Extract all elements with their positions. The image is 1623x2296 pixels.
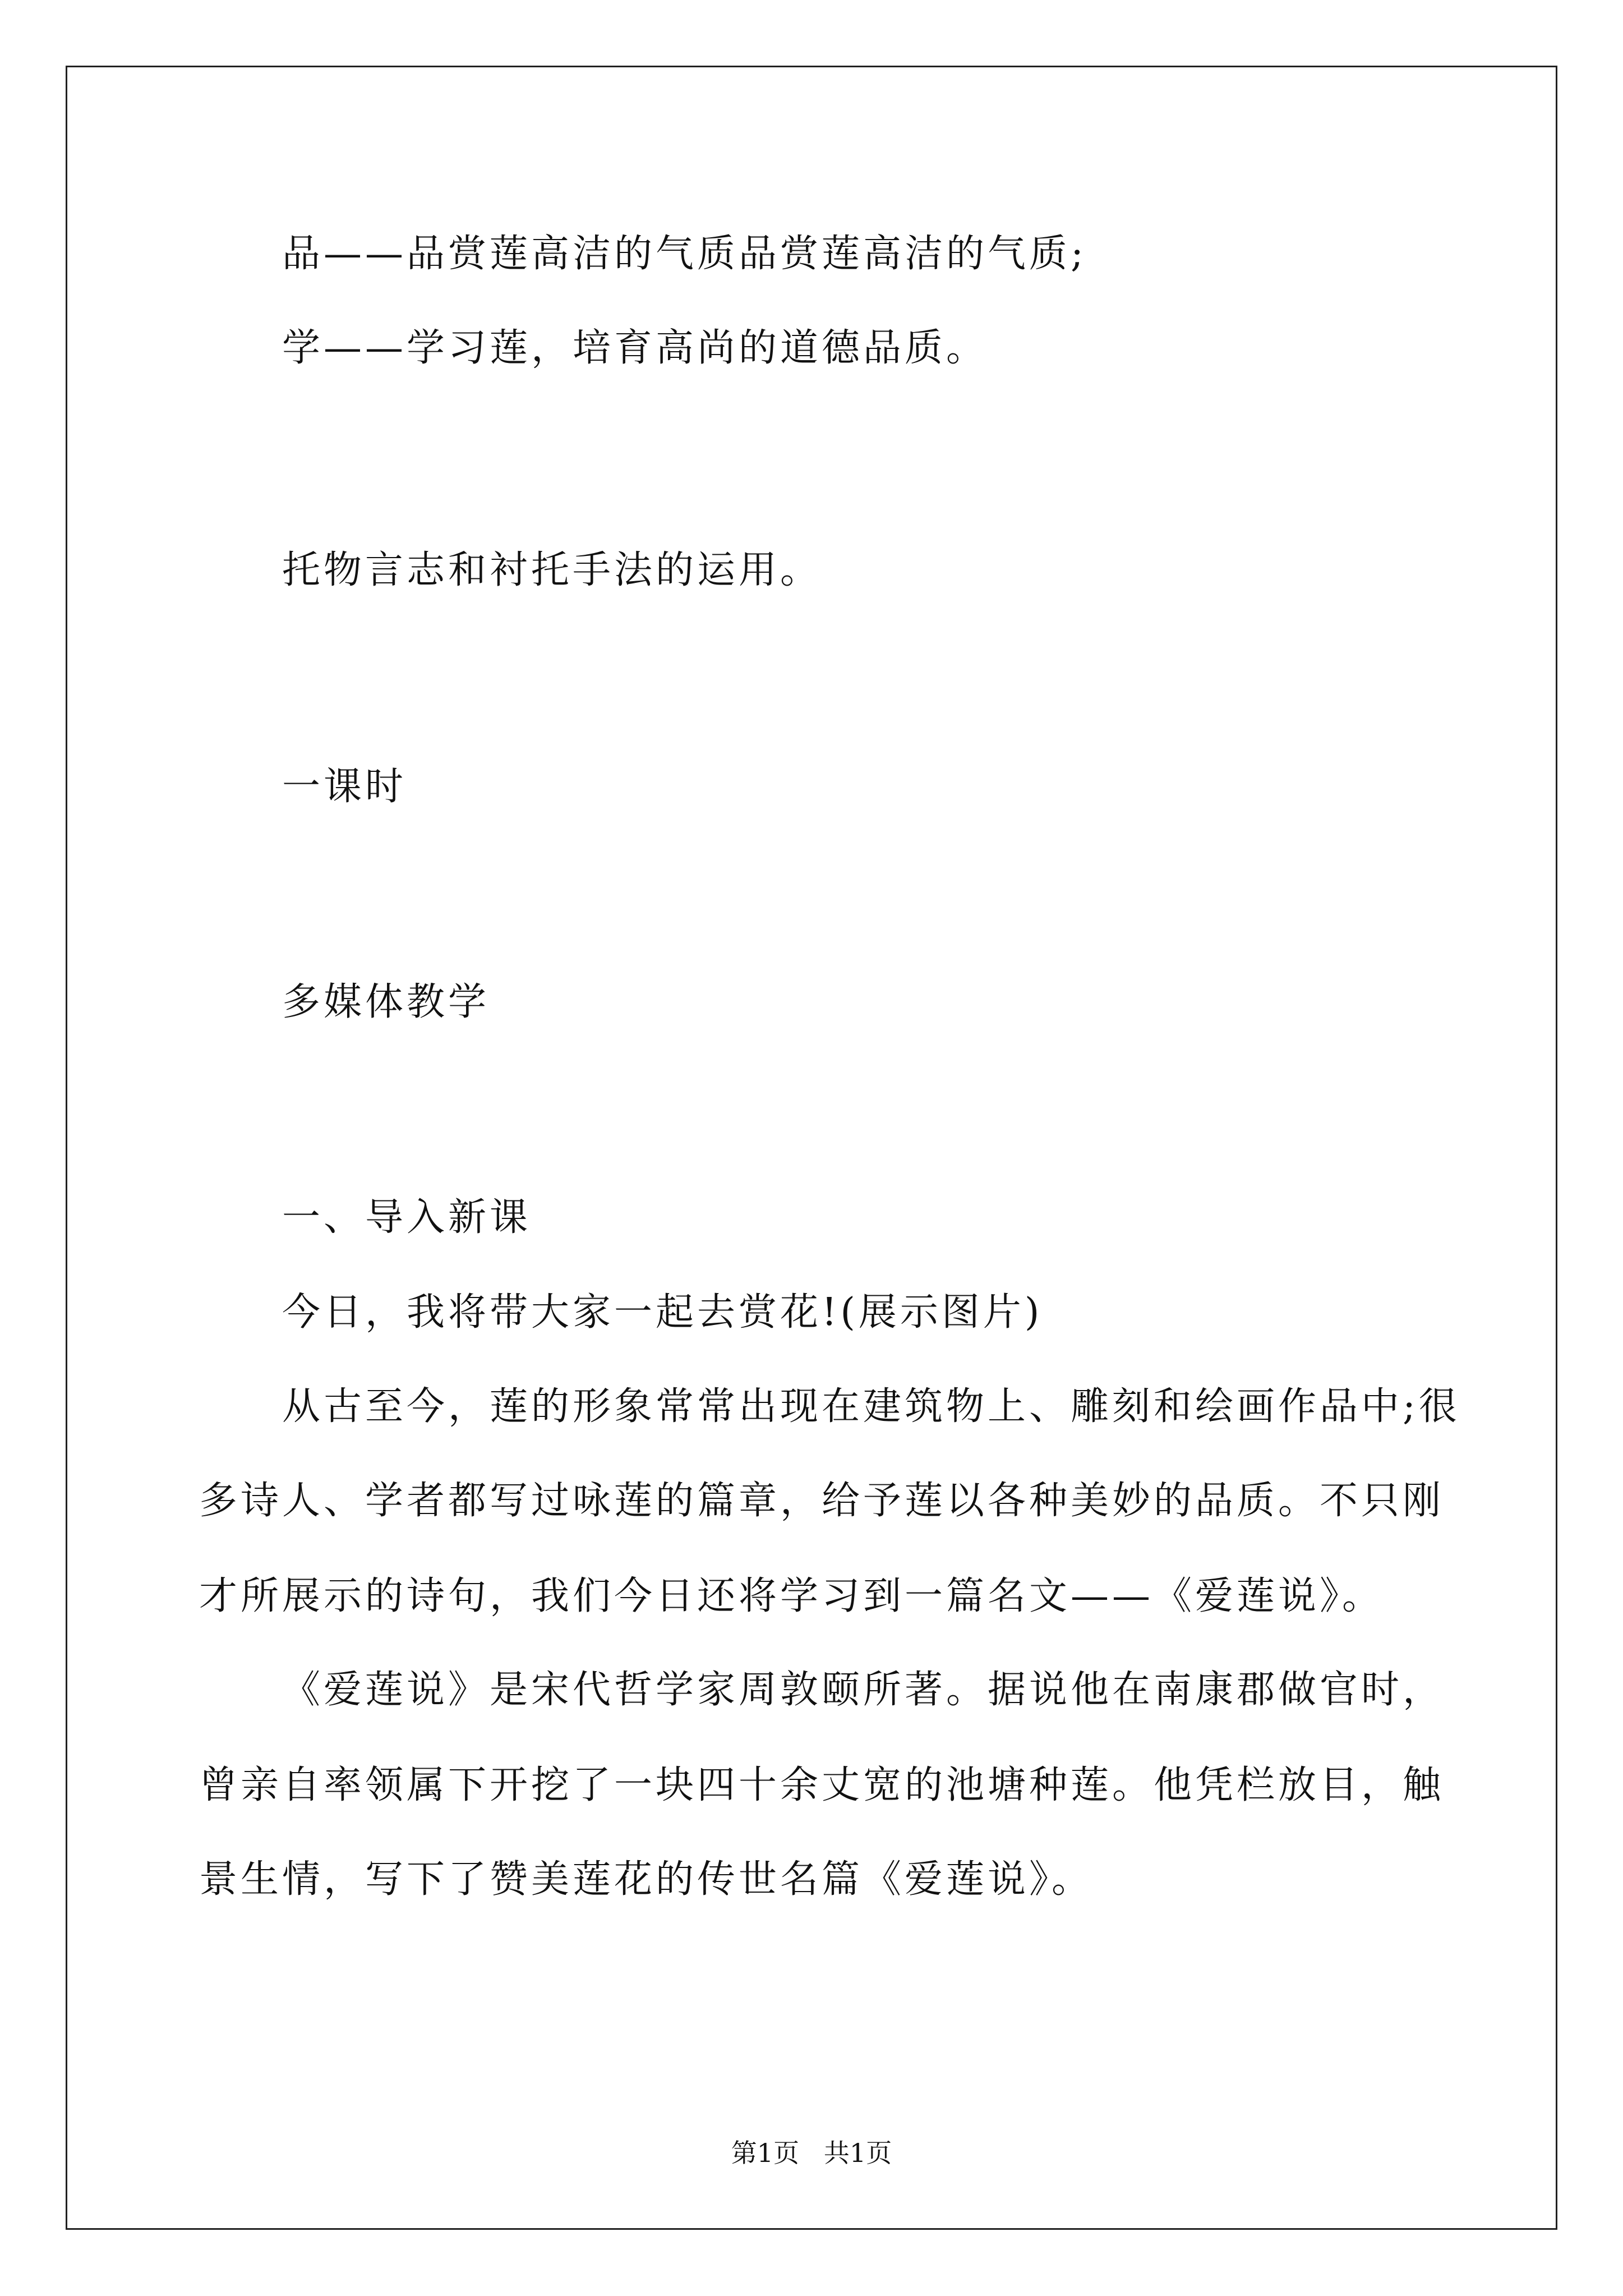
text-line: 一、导入新课 — [282, 1195, 532, 1240]
text-line: 从古至今，莲的形象常常出现在建筑物上、雕刻和绘画作品中;很 — [282, 1384, 1460, 1429]
text-line: 才所展示的诗句，我们今日还将学习到一篇名文——《爱莲说》。 — [199, 1574, 1384, 1618]
text-line: 一课时 — [282, 765, 407, 809]
text-line: 今日，我将带大家一起去赏花!(展示图片) — [282, 1290, 1043, 1335]
text-line: 《爱莲说》是宋代哲学家周敦颐所著。据说他在南康郡做官时， — [282, 1668, 1445, 1712]
page-footer: 第1页 共1页 — [731, 2138, 892, 2168]
page-border — [66, 66, 1557, 2230]
text-line: 托物言志和衬托手法的运用。 — [282, 548, 822, 592]
text-line: 景生情，写下了赞美莲花的传世名篇《爱莲说》。 — [199, 1857, 1094, 1902]
text-line: 曾亲自率领属下开挖了一块四十余丈宽的池塘种莲。他凭栏放目，触 — [199, 1763, 1445, 1807]
text-line: 多诗人、学者都写过咏莲的篇章，给予莲以各种美妙的品质。不只刚 — [199, 1479, 1445, 1523]
text-line: 品——品赏莲高洁的气质品赏莲高洁的气质; — [282, 232, 1087, 276]
text-line: 多媒体教学 — [282, 980, 490, 1024]
text-line: 学——学习莲，培育高尚的道德品质。 — [282, 326, 988, 370]
